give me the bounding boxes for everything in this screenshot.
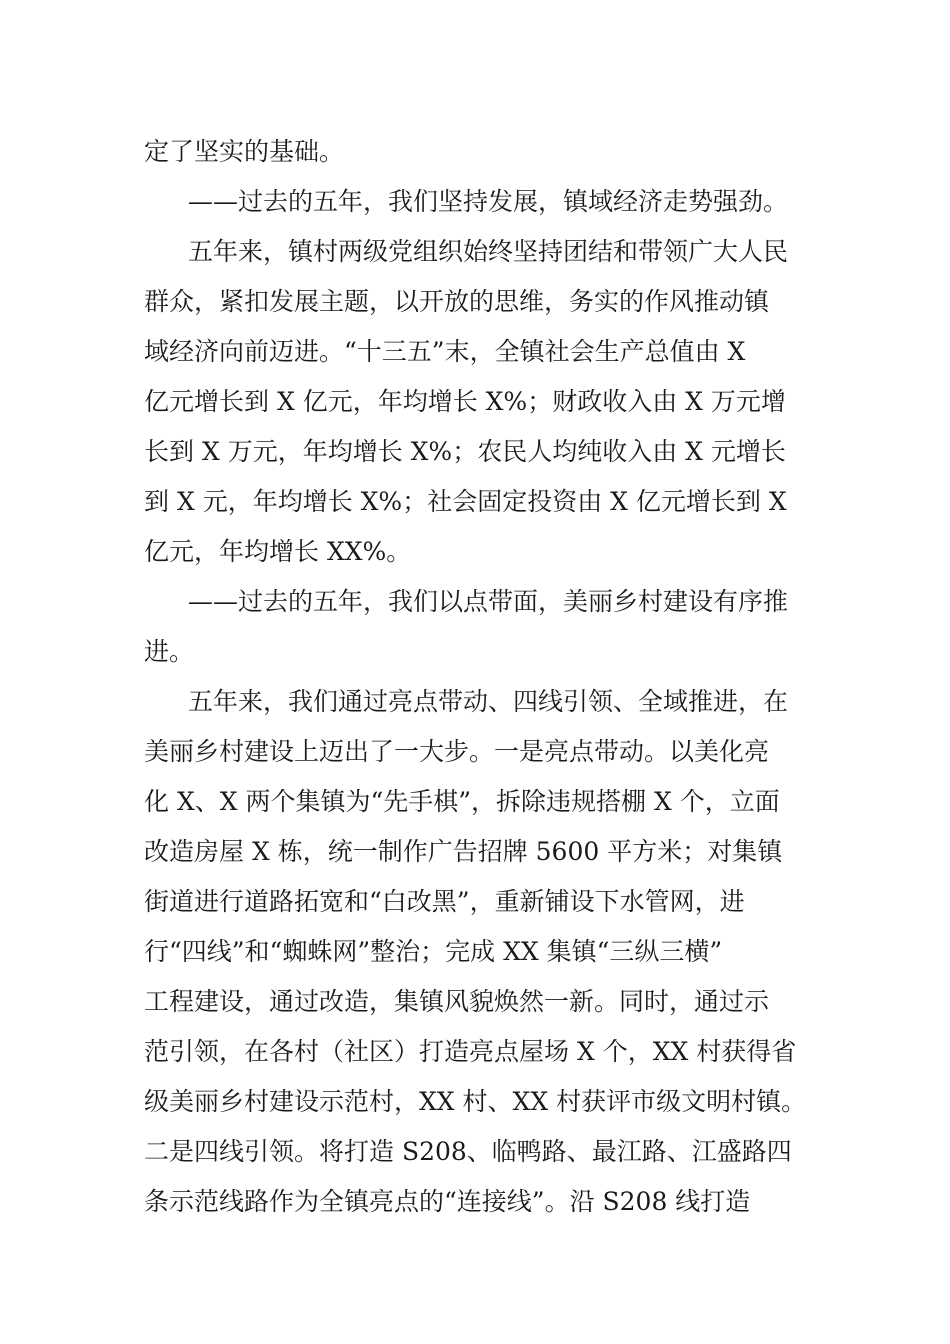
body-text	[144, 127, 824, 1227]
text-line: 改造房屋 X 栋，统一制作广告招牌 5600 平方米；对集镇	[144, 837, 783, 866]
text-line: 条示范线路作为全镇亮点的“连接线”。沿 S208 线打造	[144, 1187, 751, 1216]
text-line: 长到 X 万元，年均增长 X%；农民人均纯收入由 X 元增长	[144, 437, 786, 466]
text-line: 美丽乡村建设上迈出了一大步。一是亮点带动。以美化亮	[144, 737, 770, 766]
text-line: 域经济向前迈进。“十三五”末，全镇社会生产总值由 X	[144, 337, 746, 366]
text-line: 定了坚实的基础。	[144, 137, 345, 166]
text-line: 进。	[144, 637, 195, 666]
text-line: 五年来，我们通过亮点带动、四线引领、全域推进，在	[188, 687, 789, 716]
text-line: 群众，紧扣发展主题，以开放的思维，务实的作风推动镇	[144, 287, 770, 316]
text-line: 工程建设，通过改造，集镇风貌焕然一新。同时，通过示	[144, 987, 770, 1016]
text-line: 到 X 元，年均增长 X%；社会固定投资由 X 亿元增长到 X	[144, 487, 787, 516]
text-line: 街道进行道路拓宽和“白改黑”，重新铺设下水管网，进	[144, 887, 745, 916]
text-line: 行“四线”和“蜘蛛网”整治；完成 XX 集镇“三纵三横”	[144, 937, 723, 966]
text-line: 二是四线引领。将打造 S208、临鸭路、最江路、江盛路四	[144, 1137, 792, 1166]
text-line: 范引领，在各村（社区）打造亮点屋场 X 个，XX 村获得省	[144, 1037, 797, 1066]
text-line: 亿元增长到 X 亿元，年均增长 X%；财政收入由 X 万元增	[144, 387, 786, 416]
text-line: 级美丽乡村建设示范村，XX 村、XX 村获评市级文明村镇。	[144, 1087, 807, 1116]
section-heading-rural: ——过去的五年，我们以点带面，美丽乡村建设有序推	[188, 587, 789, 616]
section-heading-development: ——过去的五年，我们坚持发展，镇域经济走势强劲。	[188, 187, 789, 216]
text-line: 五年来，镇村两级党组织始终坚持团结和带领广大人民	[188, 237, 789, 266]
text-line: 化 X、X 两个集镇为“先手棋”，拆除违规搭棚 X 个，立面	[144, 787, 780, 816]
text-line: 亿元，年均增长 XX%。	[144, 537, 412, 566]
